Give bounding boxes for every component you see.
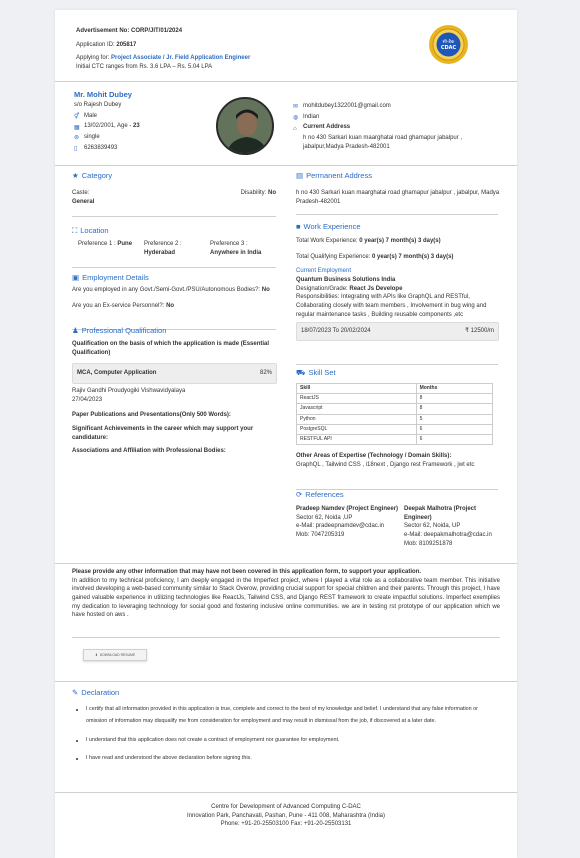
- calendar-icon: ▦: [74, 124, 80, 131]
- pref2-label: Preference 2 :: [144, 240, 182, 247]
- current-employment-label: Current Employment: [296, 268, 352, 275]
- qual-exp-label: Total Qualifying Experience:: [296, 253, 371, 260]
- edit-icon: ✎: [72, 688, 79, 697]
- skill-name: RESTFUL API: [297, 435, 417, 445]
- download-resume-button[interactable]: [83, 649, 147, 661]
- skills-section: [296, 368, 501, 470]
- profile-basic: [74, 90, 224, 154]
- months-col-header: Months: [416, 383, 492, 393]
- university: Rajiv Gandhi Proudyogiki Vishwavidyalaya: [72, 387, 186, 394]
- pref1-value: Pune: [117, 240, 133, 247]
- divider: [55, 681, 517, 682]
- other-expertise-label: Other Areas of Expertise (Technology / Domain Skills):: [296, 453, 452, 460]
- disability-value: No: [268, 189, 276, 196]
- achievements-label: Significant Achievements in the career which may support your candidature:: [72, 426, 254, 441]
- associations-label: Associations and Affiliation with Professional Bodies:: [72, 448, 226, 455]
- responsibilities: Responsibilities: Integrating with APIs like GraphQL and RESTful, Collaborating closely with team members , Involvement in bug wing and regular maintenance tasks , Building reusable components ,etc: [296, 294, 487, 318]
- ad-label: Advertisement No:: [76, 28, 130, 34]
- ctc-range: Initial CTC ranges from Rs. 3.6 LPA – Rs. 5.04 LPA: [76, 64, 213, 71]
- degree-bar: [72, 363, 277, 384]
- degree-date: 27/04/2023: [72, 396, 103, 403]
- skill-col-header: Skill: [297, 383, 417, 393]
- other-expertise: GraphQL , Tailwind CSS , i18next , Django rest Framework , jwt etc: [296, 462, 475, 469]
- application-header: [76, 27, 406, 72]
- location-title: ⛶ Location: [72, 226, 109, 235]
- applicant-name: Mr. Mohit Dubey: [74, 90, 132, 99]
- skill-row: [297, 394, 493, 404]
- footer-phone: Phone: +91-20-25503100 Fax: +91-20-25503131: [220, 821, 352, 828]
- divider: [55, 792, 517, 793]
- truck-icon: ⛟: [296, 368, 306, 377]
- skill-name: ReactJS: [297, 394, 417, 404]
- gender-value: Male: [84, 112, 98, 119]
- footer: [55, 803, 517, 829]
- phone-icon: ▯: [74, 145, 78, 152]
- disability-label: Disability:: [240, 189, 267, 196]
- pref1-label: Preference 1 :: [78, 240, 116, 247]
- qual-exp: 0 year(s) 7 month(s) 3 day(s): [372, 253, 454, 260]
- category-section: [72, 171, 276, 206]
- dob-row: [74, 122, 224, 131]
- nationality-row: [293, 113, 503, 122]
- exservice-question: Are you an Ex-service Personnel?:: [72, 302, 165, 309]
- cdac-logo: [428, 24, 469, 65]
- pref3-label: Preference 3 :: [210, 240, 248, 247]
- qualification-basis: Qualification on the basis of which the application is made (Essential Qualification): [72, 340, 270, 356]
- skill-months: 8: [416, 404, 492, 414]
- footer-org: Centre for Development of Advanced Computing C-DAC: [211, 804, 361, 810]
- designation: React Js Develope: [349, 285, 403, 292]
- reference-card: Deepak Malhotra (Project Engineer) Sector 62, Noida, UP e-Mail: deepakmalhotra@cdac.in Mob: 8109251878: [404, 505, 492, 547]
- permanent-address-text: h no 430 Sarkari kuan maarghatai road ghamapur jabalpur , jabalpur, Madya Pradesh-482001: [296, 189, 500, 205]
- divider: [55, 165, 517, 166]
- divider: [72, 267, 276, 268]
- svg-text:CDAC: CDAC: [440, 45, 457, 51]
- degree-name: MCA, Computer Application: [77, 370, 157, 377]
- address-label: Current Address: [303, 124, 351, 131]
- degree-percent: 82%: [259, 370, 272, 377]
- email-value[interactable]: mohitdubey1322001@gmail.com: [303, 103, 391, 109]
- address-row: [293, 123, 503, 132]
- divider: [296, 364, 498, 365]
- ad-number: CORP/JIT/01/2024: [131, 28, 183, 34]
- phone-row: [74, 144, 224, 153]
- marital-value: single: [84, 133, 100, 140]
- references-section: [296, 490, 506, 548]
- skill-months: 6: [416, 435, 492, 445]
- skill-row: [297, 435, 493, 445]
- briefcase-icon: ■: [296, 222, 301, 231]
- exservice-answer: No: [166, 302, 175, 309]
- gender-row: [74, 112, 224, 121]
- applying-label: Applying for:: [76, 55, 110, 62]
- declaration-title: ✎ Declaration: [72, 688, 120, 697]
- skill-name: Javascript: [297, 404, 417, 414]
- category-title: ★ Category: [72, 171, 113, 180]
- qualification-section: [72, 326, 277, 456]
- govt-answer: No: [261, 286, 270, 293]
- declaration-item: I certify that all information provided in this application is true, complete and correct to the best of my knowledge and belief. I understand that any false information or omission of information may disqualify me from consideration for employment and may result in dismissal from the job, if discovered at a later date.: [72, 703, 500, 728]
- download-resume-label: DOWNLOAD RESUME: [99, 652, 136, 657]
- rings-icon: ⊚: [74, 135, 80, 142]
- skill-name: Python: [297, 414, 417, 424]
- star-icon: ★: [72, 171, 79, 180]
- qualification-title: ♟ Professional Qualification: [72, 326, 167, 335]
- divider: [55, 563, 517, 564]
- id-card-icon: ▣: [72, 273, 80, 282]
- download-icon: ⬇: [94, 652, 98, 657]
- current-address: h no 430 Sarkari kuan maarghatai road ghamapur jabalpur , jabalpur,Madya Pradesh-482001: [303, 135, 463, 150]
- designation-label: Designation/Grade:: [296, 285, 348, 292]
- applicant-photo: [216, 97, 274, 155]
- applying-for[interactable]: Project Associate / Jr. Field Application Engineer: [111, 55, 251, 62]
- employment-title: ▣ Employment Details: [72, 273, 149, 282]
- email-row: [293, 102, 503, 111]
- skill-months: 6: [416, 424, 492, 434]
- divider: [72, 216, 276, 217]
- company-name: Quantum Business Solutions India: [296, 276, 396, 283]
- work-section: [296, 222, 499, 341]
- caste-value: General: [72, 198, 95, 205]
- skill-months: 8: [416, 394, 492, 404]
- permanent-address-title: ▤ Permanent Address: [296, 171, 372, 180]
- home-icon: ⌂: [293, 125, 297, 132]
- papers-label: Paper Publications and Presentations(Only 500 Words):: [72, 412, 231, 419]
- dob-value: 13/02/2001, Age -: [84, 123, 134, 130]
- caste-label: Caste:: [72, 189, 90, 196]
- reference-card: Pradeep Namdev (Project Engineer) Sector 62, Noida ,UP e-Mail: pradeepnamdev@cdac.in Mob: 7047205319: [296, 505, 399, 538]
- divider: [296, 214, 498, 215]
- pref2-value: Hyderabad: [144, 249, 176, 256]
- cdac-seal-icon: [428, 24, 469, 65]
- document-icon: ▤: [296, 171, 304, 180]
- total-exp: 0 year(s) 7 month(s) 3 day(s): [359, 237, 441, 244]
- app-id-label: Application ID:: [76, 41, 115, 48]
- nationality-value: Indian: [303, 113, 320, 120]
- person-photo-icon: [218, 99, 274, 155]
- skill-months: 5: [416, 414, 492, 424]
- skills-title: ⛟ Skill Set: [296, 368, 336, 377]
- total-exp-label: Total Work Experience:: [296, 237, 358, 244]
- location-section: [72, 226, 276, 257]
- skills-table: [296, 383, 493, 446]
- marital-row: [74, 133, 224, 142]
- govt-question: Are you employed in any Govt./Semi-Govt./PSU/Autonomous Bodies?:: [72, 286, 261, 293]
- additional-info-text: In addition to my technical proficiency, I am deeply engaged in the Imperfect project, where I played a vital role as a collaborative team member. This initiative involved developing a web-based community similar to Stack Overow, providing crucial support for special children and their parents. Through this project, I have gained valuable experience in utilizing technologies like ReactJs, Tailwind CSS, and Django REST framework to create impactful solutions. Imperfect exemplies my dedication to leveraging technology for social good and fostering inclusive online communities. we are in testing rst prototype of our application which we have hosted on aws .: [72, 577, 500, 619]
- application-page: [55, 10, 517, 858]
- pref3-value: Anywhere in India: [210, 249, 262, 256]
- refresh-icon: ⟳: [296, 490, 303, 499]
- skill-row: [297, 404, 493, 414]
- age-value: 23: [133, 123, 140, 130]
- period-bar: [296, 322, 499, 341]
- declaration-item: I have read and understood the above declaration before signing this.: [72, 752, 500, 764]
- parent-name: s/o Rajesh Dubey: [74, 101, 122, 108]
- skill-name: PostgreSQL: [297, 424, 417, 434]
- profile-contact: [293, 102, 503, 151]
- declaration-section: [72, 688, 500, 771]
- declaration-list: [72, 703, 500, 765]
- skill-row: [297, 414, 493, 424]
- divider: [55, 81, 517, 82]
- employment-section: [72, 273, 282, 310]
- divider: [72, 637, 500, 638]
- references-title: ⟳ References: [296, 490, 344, 499]
- phone-value: 6263839493: [84, 144, 118, 151]
- declaration-item: I understand that this application does not create a contract of employment nor guarantee for employment.: [72, 734, 500, 746]
- mail-icon: ✉: [293, 104, 299, 111]
- work-period: 18/07/2023 To 20/02/2024: [301, 328, 371, 335]
- app-id: 205817: [116, 41, 137, 48]
- work-salary: ₹ 12500/m: [465, 328, 494, 335]
- map-icon: ⛶: [72, 226, 78, 235]
- svg-text:सी-डैक: सी-डैक: [442, 40, 455, 45]
- permanent-address-section: [296, 171, 501, 206]
- work-title: ■ Work Experience: [296, 222, 361, 231]
- additional-info-section: [72, 568, 500, 620]
- gender-icon: ⚥: [74, 113, 80, 120]
- user-icon: ♟: [72, 326, 79, 335]
- additional-info-title: Please provide any other information that may have not been covered in this application form, to support your application.: [72, 569, 422, 575]
- skill-row: [297, 424, 493, 434]
- footer-address: Innovation Park, Panchavati, Pashan, Pune - 411 008, Maharashtra (India): [186, 812, 385, 819]
- globe-icon: ◍: [293, 115, 299, 122]
